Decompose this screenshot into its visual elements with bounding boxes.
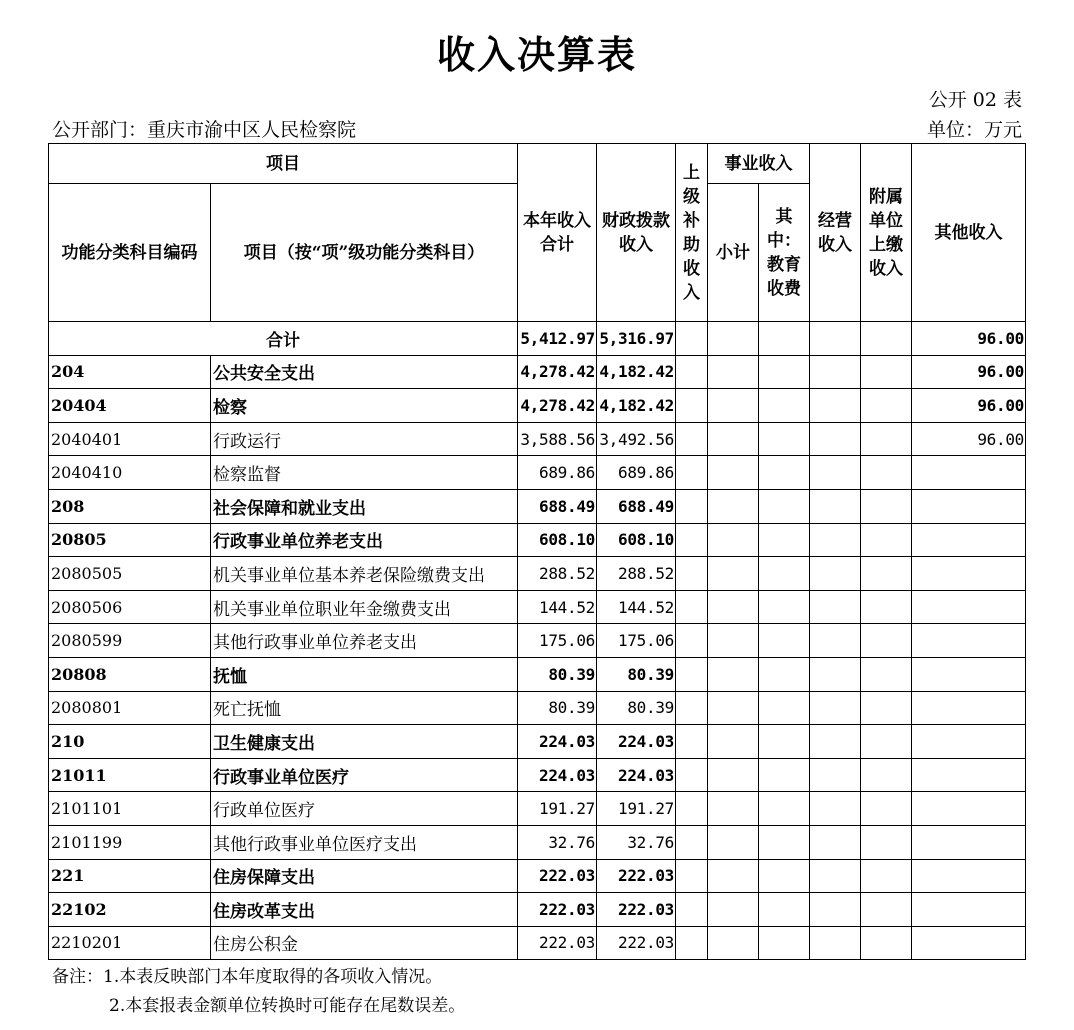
table-row bbox=[49, 422, 1026, 456]
education-fee-cell bbox=[759, 725, 810, 759]
business-subtotal-cell bbox=[708, 657, 759, 691]
name-cell: 行政事业单位养老支出 bbox=[211, 523, 518, 557]
superior-subsidy-cell bbox=[676, 422, 708, 456]
business-subtotal-cell bbox=[708, 691, 759, 725]
name-cell: 死亡抚恤 bbox=[211, 691, 518, 725]
total-fiscal-cell: 5,316.97 bbox=[597, 322, 676, 356]
code-cell: 20808 bbox=[49, 657, 211, 691]
total-other-cell: 96.00 bbox=[912, 322, 1026, 356]
business-subtotal-cell bbox=[708, 590, 759, 624]
business-subtotal-cell bbox=[708, 859, 759, 893]
fiscal-income-cell: 4,182.42 bbox=[597, 389, 676, 423]
affiliated-income-cell bbox=[861, 456, 912, 490]
table-row bbox=[49, 725, 1026, 759]
superior-subsidy-cell bbox=[676, 893, 708, 927]
operating-income-cell bbox=[810, 389, 861, 423]
superior-subsidy-cell bbox=[676, 725, 708, 759]
operating-income-cell bbox=[810, 557, 861, 591]
name-cell: 其他行政事业单位医疗支出 bbox=[211, 825, 518, 859]
code-cell: 2210201 bbox=[49, 926, 211, 960]
name-cell: 社会保障和就业支出 bbox=[211, 489, 518, 523]
name-cell: 住房公积金 bbox=[211, 926, 518, 960]
income-table bbox=[48, 143, 1026, 960]
fiscal-income-cell: 608.10 bbox=[597, 523, 676, 557]
table-row bbox=[49, 792, 1026, 826]
total-label: 合计 bbox=[49, 322, 518, 356]
operating-income-cell bbox=[810, 758, 861, 792]
business-subtotal-cell bbox=[708, 557, 759, 591]
total-income-cell: 688.49 bbox=[518, 489, 597, 523]
superior-subsidy-cell bbox=[676, 926, 708, 960]
other-income-cell bbox=[912, 825, 1026, 859]
total-income-cell: 222.03 bbox=[518, 893, 597, 927]
other-income-cell bbox=[912, 926, 1026, 960]
header-other-income: 其他收入 bbox=[912, 144, 1026, 322]
header-business-income: 事业收入 bbox=[708, 144, 810, 184]
header-fiscal-income: 财政拨款收入 bbox=[597, 144, 676, 322]
superior-subsidy-cell bbox=[676, 557, 708, 591]
business-subtotal-cell bbox=[708, 355, 759, 389]
code-cell: 208 bbox=[49, 489, 211, 523]
fiscal-income-cell: 222.03 bbox=[597, 859, 676, 893]
table-row bbox=[49, 624, 1026, 658]
affiliated-income-cell bbox=[861, 691, 912, 725]
superior-subsidy-cell bbox=[676, 389, 708, 423]
table-row bbox=[49, 657, 1026, 691]
fiscal-income-cell: 32.76 bbox=[597, 825, 676, 859]
total-income-cell: 222.03 bbox=[518, 859, 597, 893]
table-row bbox=[49, 489, 1026, 523]
name-cell: 公共安全支出 bbox=[211, 355, 518, 389]
operating-income-cell bbox=[810, 355, 861, 389]
education-fee-cell bbox=[759, 691, 810, 725]
fiscal-income-cell: 224.03 bbox=[597, 725, 676, 759]
operating-income-cell bbox=[810, 456, 861, 490]
other-income-cell bbox=[912, 725, 1026, 759]
superior-subsidy-cell bbox=[676, 657, 708, 691]
name-cell: 行政事业单位医疗 bbox=[211, 758, 518, 792]
code-cell: 20805 bbox=[49, 523, 211, 557]
header-education-fee: 其中：教育收费 bbox=[759, 184, 810, 322]
affiliated-income-cell bbox=[861, 926, 912, 960]
fiscal-income-cell: 222.03 bbox=[597, 893, 676, 927]
education-fee-cell bbox=[759, 859, 810, 893]
other-income-cell bbox=[912, 489, 1026, 523]
name-cell: 住房改革支出 bbox=[211, 893, 518, 927]
total-operating-cell bbox=[810, 322, 861, 356]
name-cell: 行政单位医疗 bbox=[211, 792, 518, 826]
superior-subsidy-cell bbox=[676, 523, 708, 557]
operating-income-cell bbox=[810, 657, 861, 691]
affiliated-income-cell bbox=[861, 557, 912, 591]
superior-subsidy-cell bbox=[676, 355, 708, 389]
notes bbox=[52, 963, 465, 1021]
total-income-cell: 80.39 bbox=[518, 657, 597, 691]
total-income-cell: 224.03 bbox=[518, 725, 597, 759]
education-fee-cell bbox=[759, 456, 810, 490]
affiliated-income-cell bbox=[861, 725, 912, 759]
affiliated-income-cell bbox=[861, 657, 912, 691]
education-fee-cell bbox=[759, 389, 810, 423]
total-income-cell: 3,588.56 bbox=[518, 422, 597, 456]
total-superior-cell bbox=[676, 322, 708, 356]
education-fee-cell bbox=[759, 557, 810, 591]
header-total-income: 本年收入合计 bbox=[518, 144, 597, 322]
code-cell: 20404 bbox=[49, 389, 211, 423]
table-row bbox=[49, 758, 1026, 792]
education-fee-cell bbox=[759, 825, 810, 859]
table-row bbox=[49, 456, 1026, 490]
header-affiliated-income: 附属单位上缴收入 bbox=[861, 144, 912, 322]
business-subtotal-cell bbox=[708, 523, 759, 557]
superior-subsidy-cell bbox=[676, 758, 708, 792]
total-income-cell: 144.52 bbox=[518, 590, 597, 624]
table-row bbox=[49, 590, 1026, 624]
name-cell: 抚恤 bbox=[211, 657, 518, 691]
superior-subsidy-cell bbox=[676, 456, 708, 490]
operating-income-cell bbox=[810, 624, 861, 658]
fiscal-income-cell: 80.39 bbox=[597, 657, 676, 691]
operating-income-cell bbox=[810, 725, 861, 759]
business-subtotal-cell bbox=[708, 825, 759, 859]
other-income-cell bbox=[912, 456, 1026, 490]
superior-subsidy-cell bbox=[676, 590, 708, 624]
fiscal-income-cell: 80.39 bbox=[597, 691, 676, 725]
other-income-cell bbox=[912, 657, 1026, 691]
business-subtotal-cell bbox=[708, 624, 759, 658]
business-subtotal-cell bbox=[708, 489, 759, 523]
code-cell: 204 bbox=[49, 355, 211, 389]
education-fee-cell bbox=[759, 590, 810, 624]
fiscal-income-cell: 191.27 bbox=[597, 792, 676, 826]
education-fee-cell bbox=[759, 422, 810, 456]
fiscal-income-cell: 144.52 bbox=[597, 590, 676, 624]
total-subtotal-cell bbox=[708, 322, 759, 356]
form-number: 公开 02 表 bbox=[928, 89, 1022, 111]
education-fee-cell bbox=[759, 355, 810, 389]
education-fee-cell bbox=[759, 657, 810, 691]
operating-income-cell bbox=[810, 926, 861, 960]
code-cell: 2080506 bbox=[49, 590, 211, 624]
table-row bbox=[49, 825, 1026, 859]
other-income-cell bbox=[912, 590, 1026, 624]
table-row bbox=[49, 557, 1026, 591]
total-income-cell: 191.27 bbox=[518, 792, 597, 826]
education-fee-cell bbox=[759, 792, 810, 826]
header-code: 功能分类科目编码 bbox=[49, 184, 211, 322]
affiliated-income-cell bbox=[861, 355, 912, 389]
other-income-cell: 96.00 bbox=[912, 422, 1026, 456]
table-row bbox=[49, 389, 1026, 423]
table-row bbox=[49, 355, 1026, 389]
header-item-name: 项目（按“项”级功能分类科目） bbox=[211, 184, 518, 322]
total-income-cell: 288.52 bbox=[518, 557, 597, 591]
affiliated-income-cell bbox=[861, 422, 912, 456]
affiliated-income-cell bbox=[861, 893, 912, 927]
total-education-cell bbox=[759, 322, 810, 356]
business-subtotal-cell bbox=[708, 792, 759, 826]
code-cell: 21011 bbox=[49, 758, 211, 792]
operating-income-cell bbox=[810, 691, 861, 725]
affiliated-income-cell bbox=[861, 489, 912, 523]
superior-subsidy-cell bbox=[676, 624, 708, 658]
table-row bbox=[49, 859, 1026, 893]
name-cell: 行政运行 bbox=[211, 422, 518, 456]
business-subtotal-cell bbox=[708, 725, 759, 759]
operating-income-cell bbox=[810, 825, 861, 859]
name-cell: 机关事业单位基本养老保险缴费支出 bbox=[211, 557, 518, 591]
name-cell: 检察 bbox=[211, 389, 518, 423]
total-income-cell: 32.76 bbox=[518, 825, 597, 859]
code-cell: 2080801 bbox=[49, 691, 211, 725]
affiliated-income-cell bbox=[861, 792, 912, 826]
operating-income-cell bbox=[810, 893, 861, 927]
fiscal-income-cell: 3,492.56 bbox=[597, 422, 676, 456]
unit-label: 单位：万元 bbox=[926, 119, 1022, 141]
total-income-cell: 4,278.42 bbox=[518, 355, 597, 389]
business-subtotal-cell bbox=[708, 893, 759, 927]
table-row bbox=[49, 691, 1026, 725]
other-income-cell bbox=[912, 792, 1026, 826]
header-subtotal: 小计 bbox=[708, 184, 759, 322]
total-income-cell: 689.86 bbox=[518, 456, 597, 490]
education-fee-cell bbox=[759, 523, 810, 557]
affiliated-income-cell bbox=[861, 624, 912, 658]
total-income-cell: 175.06 bbox=[518, 624, 597, 658]
fiscal-income-cell: 688.49 bbox=[597, 489, 676, 523]
code-cell: 2080599 bbox=[49, 624, 211, 658]
superior-subsidy-cell bbox=[676, 792, 708, 826]
code-cell: 2101101 bbox=[49, 792, 211, 826]
note-1: 备注：1.本表反映部门本年度取得的各项收入情况。 bbox=[52, 967, 443, 987]
header-operating-income: 经营收入 bbox=[810, 144, 861, 322]
total-affiliated-cell bbox=[861, 322, 912, 356]
superior-subsidy-cell bbox=[676, 489, 708, 523]
business-subtotal-cell bbox=[708, 422, 759, 456]
affiliated-income-cell bbox=[861, 825, 912, 859]
table-row bbox=[49, 893, 1026, 927]
code-cell: 2040401 bbox=[49, 422, 211, 456]
table-row bbox=[49, 926, 1026, 960]
other-income-cell bbox=[912, 523, 1026, 557]
other-income-cell bbox=[912, 893, 1026, 927]
total-income-cell: 222.03 bbox=[518, 926, 597, 960]
affiliated-income-cell bbox=[861, 590, 912, 624]
other-income-cell: 96.00 bbox=[912, 389, 1026, 423]
education-fee-cell bbox=[759, 624, 810, 658]
affiliated-income-cell bbox=[861, 859, 912, 893]
code-cell: 2101199 bbox=[49, 825, 211, 859]
superior-subsidy-cell bbox=[676, 691, 708, 725]
affiliated-income-cell bbox=[861, 389, 912, 423]
code-cell: 22102 bbox=[49, 893, 211, 927]
superior-subsidy-cell bbox=[676, 825, 708, 859]
other-income-cell bbox=[912, 758, 1026, 792]
total-row bbox=[49, 322, 1026, 356]
name-cell: 卫生健康支出 bbox=[211, 725, 518, 759]
total-income-cell: 224.03 bbox=[518, 758, 597, 792]
other-income-cell bbox=[912, 624, 1026, 658]
fiscal-income-cell: 4,182.42 bbox=[597, 355, 676, 389]
total-income-cell: 608.10 bbox=[518, 523, 597, 557]
code-cell: 2040410 bbox=[49, 456, 211, 490]
superior-subsidy-cell bbox=[676, 859, 708, 893]
total-income-cell: 80.39 bbox=[518, 691, 597, 725]
name-cell: 机关事业单位职业年金缴费支出 bbox=[211, 590, 518, 624]
department-label: 公开部门：重庆市渝中区人民检察院 bbox=[52, 119, 357, 141]
affiliated-income-cell bbox=[861, 523, 912, 557]
operating-income-cell bbox=[810, 489, 861, 523]
page-title: 收入决算表 bbox=[436, 32, 637, 77]
other-income-cell bbox=[912, 557, 1026, 591]
table-body bbox=[49, 322, 1026, 960]
business-subtotal-cell bbox=[708, 926, 759, 960]
code-cell: 210 bbox=[49, 725, 211, 759]
code-cell: 221 bbox=[49, 859, 211, 893]
header-project: 项目 bbox=[49, 144, 518, 184]
fiscal-income-cell: 224.03 bbox=[597, 758, 676, 792]
name-cell: 检察监督 bbox=[211, 456, 518, 490]
fiscal-income-cell: 175.06 bbox=[597, 624, 676, 658]
name-cell: 其他行政事业单位养老支出 bbox=[211, 624, 518, 658]
code-cell: 2080505 bbox=[49, 557, 211, 591]
fiscal-income-cell: 222.03 bbox=[597, 926, 676, 960]
note-2: 2.本套报表金额单位转换时可能存在尾数误差。 bbox=[109, 996, 466, 1016]
fiscal-income-cell: 288.52 bbox=[597, 557, 676, 591]
business-subtotal-cell bbox=[708, 389, 759, 423]
other-income-cell bbox=[912, 691, 1026, 725]
name-cell: 住房保障支出 bbox=[211, 859, 518, 893]
table-row bbox=[49, 523, 1026, 557]
other-income-cell bbox=[912, 859, 1026, 893]
education-fee-cell bbox=[759, 758, 810, 792]
fiscal-income-cell: 689.86 bbox=[597, 456, 676, 490]
education-fee-cell bbox=[759, 926, 810, 960]
operating-income-cell bbox=[810, 792, 861, 826]
education-fee-cell bbox=[759, 893, 810, 927]
affiliated-income-cell bbox=[861, 758, 912, 792]
education-fee-cell bbox=[759, 489, 810, 523]
operating-income-cell bbox=[810, 422, 861, 456]
operating-income-cell bbox=[810, 590, 861, 624]
operating-income-cell bbox=[810, 523, 861, 557]
operating-income-cell bbox=[810, 859, 861, 893]
other-income-cell: 96.00 bbox=[912, 355, 1026, 389]
business-subtotal-cell bbox=[708, 456, 759, 490]
total-income-cell: 5,412.97 bbox=[518, 322, 597, 356]
total-income-cell: 4,278.42 bbox=[518, 389, 597, 423]
business-subtotal-cell bbox=[708, 758, 759, 792]
header-superior-subsidy: 上级补助收入 bbox=[676, 144, 708, 322]
